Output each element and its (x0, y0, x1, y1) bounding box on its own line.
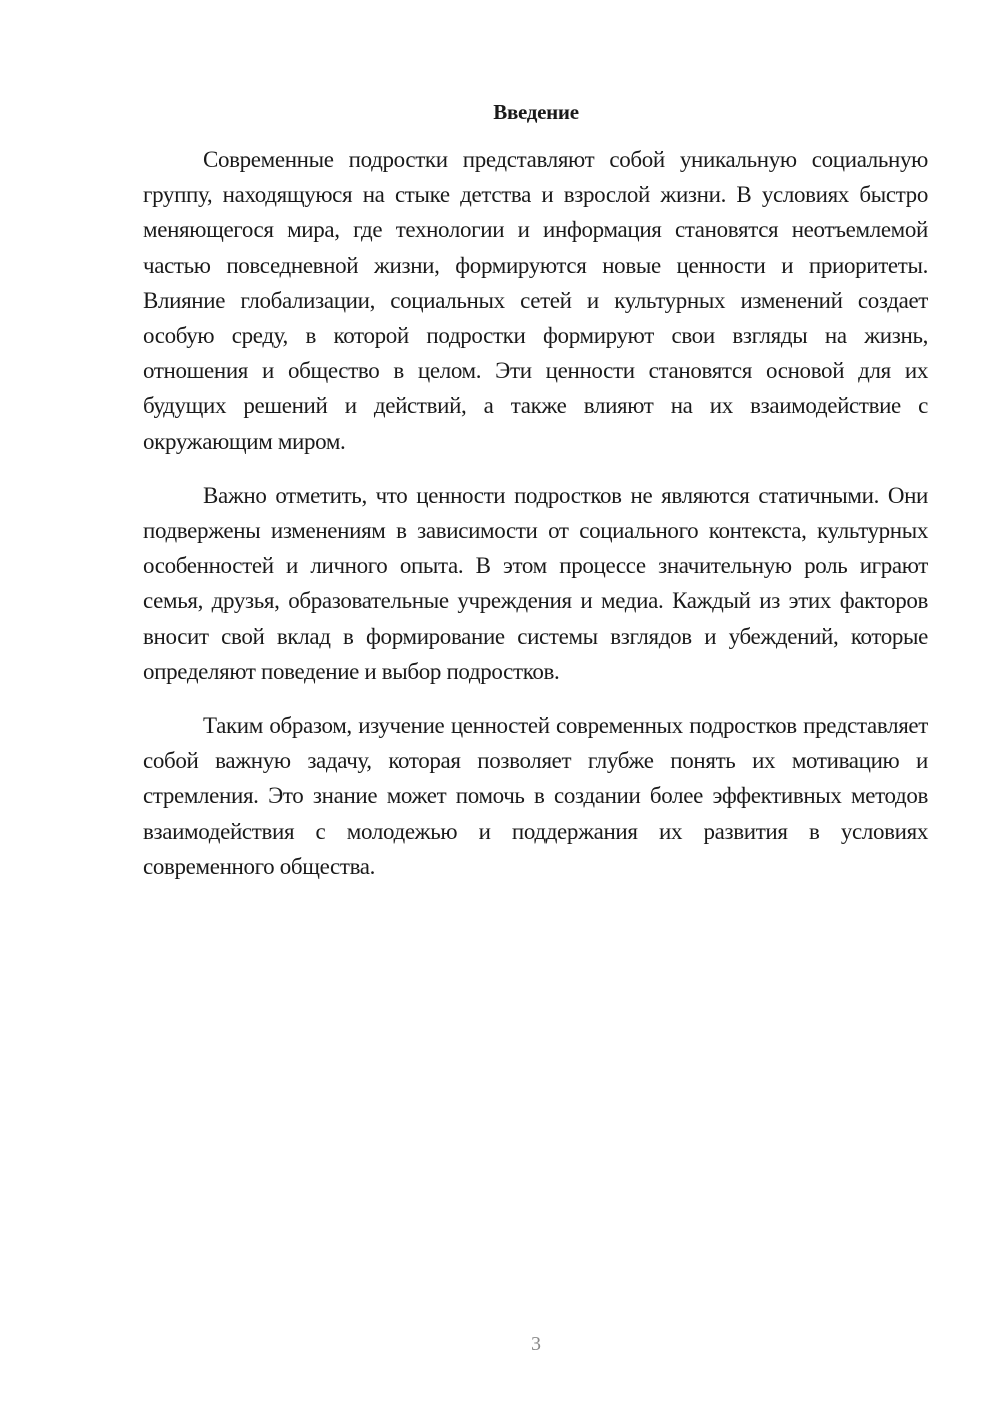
paragraph-1: Современные подростки представляют собой уникальную социальную группу, находящуюся на стыке детства и взрослой жизни. В условиях быстро меняющегося мира, где технологии и информация становятся неотъемлемой частью повседневной жизни, формируются новые ценности и приоритеты. Влияние глобализации, социальных сетей и культурных изменений создает особую среду, в которой подростки формируют свои взгляды на жизнь, отношения и общество в целом. Эти ценности становятся основой для их будущих решений и действий, а также влияют на их взаимодействие с окружающим миром. (143, 147, 928, 454)
paragraph-3: Таким образом, изучение ценностей современных подростков представляет собой важную задачу, которая позволяет глубже понять их мотивацию и стремления. Это знание может помочь в создании более эффективных методов взаимодействия с молодежью и поддержания их развития в условиях современного общества. (143, 713, 928, 879)
section-heading: Введение (493, 100, 579, 124)
paragraph-2: Важно отметить, что ценности подростков не являются статичными. Они подвержены изменениям в зависимости от социального контекста, культурных особенностей и личного опыта. В этом процессе значительную роль играют семья, друзья, образовательные учреждения и медиа. Каждый из этих факторов вносит свой вклад в формирование системы взглядов и убеждений, которые определяют поведение и выбор подростков. (143, 482, 928, 684)
page-number: 3 (531, 1333, 541, 1355)
body-text (143, 142, 928, 884)
